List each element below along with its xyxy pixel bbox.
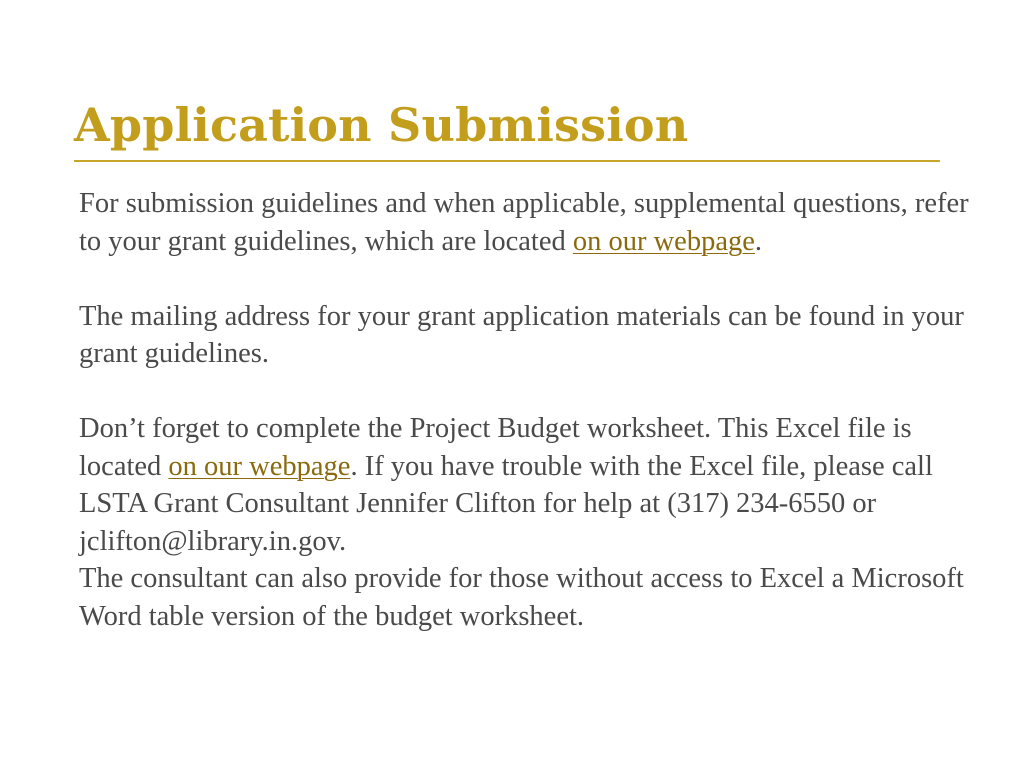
budget-webpage-link[interactable]: on our webpage — [168, 450, 351, 482]
submission-guidelines-paragraph — [79, 185, 984, 260]
consultant-alternative-paragraph: The consultant can also provide for those without access to Excel a Microsoft Word table version of the budget worksheet. — [79, 563, 964, 632]
paragraph1-text: For submission guidelines and when applicable, supplemental questions, refer to your grant guidelines, which are located — [79, 188, 969, 257]
paragraph-spacer — [79, 373, 984, 411]
slide-body — [79, 185, 984, 635]
budget-worksheet-paragraph — [79, 410, 984, 560]
paragraph3-end: . If you have trouble with the Excel file, please call LSTA Grant Consultant Jennifer Clifton for help at (317) 234-6550 or jclifton@library.in.gov. — [79, 450, 933, 557]
paragraph3-text: Don’t forget to complete the Project Budget worksheet. This Excel file is located — [79, 413, 912, 482]
paragraph-spacer — [79, 260, 984, 298]
title-underline-divider — [74, 160, 940, 162]
paragraph1-end: . — [754, 225, 762, 257]
guidelines-webpage-link[interactable]: on our webpage — [572, 225, 755, 257]
mailing-address-paragraph: The mailing address for your grant application materials can be found in your grant guidelines. — [79, 300, 964, 369]
slide-title: Application Submission — [74, 98, 689, 152]
